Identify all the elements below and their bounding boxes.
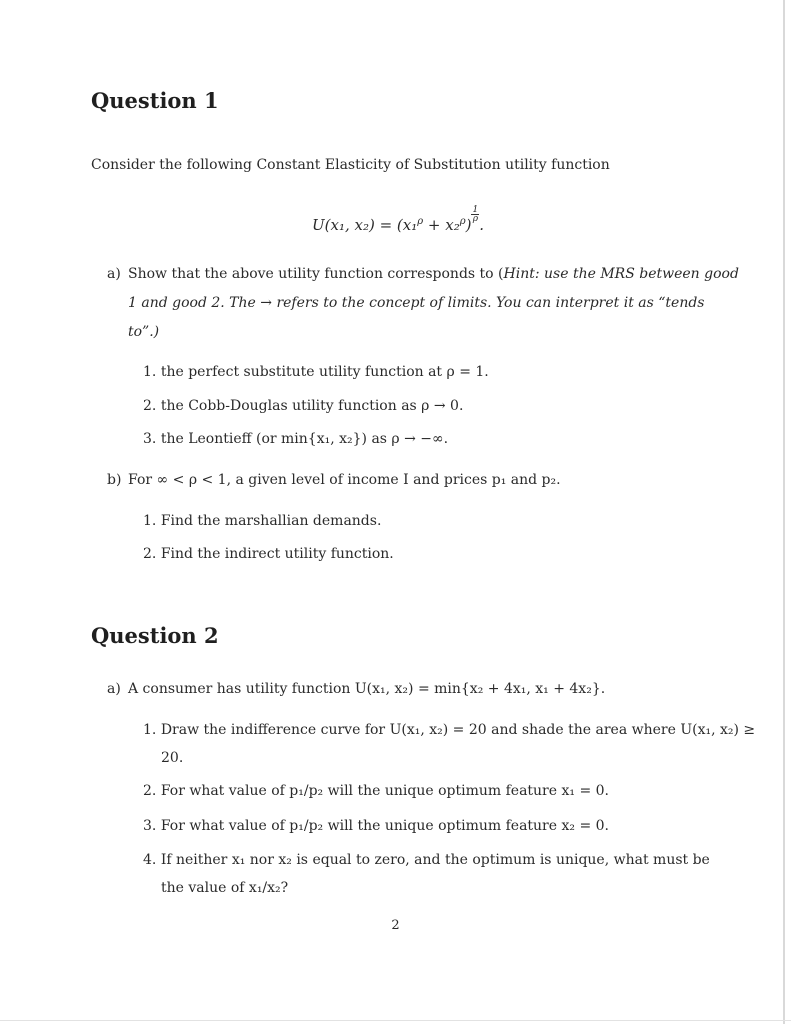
- q1-part-a-label: a): [107, 266, 121, 282]
- item-number: 3.: [143, 431, 157, 447]
- item-text: For what value of p₁/p₂ will the unique optimum feature x₂ = 0.: [160, 818, 609, 834]
- q1-part-b-text: For ∞ < ρ < 1, a given level of income I and prices p₁ and p₂.: [128, 472, 561, 488]
- item-number: 2.: [143, 398, 157, 414]
- formula-end: .: [479, 216, 484, 234]
- question-2-title: Question 2: [91, 623, 219, 648]
- fraction-denominator: ρ: [472, 214, 478, 224]
- item-number: 3.: [143, 818, 157, 834]
- item-text: the Leontieff (or min{x₁, x₂}) as ρ → −∞.: [160, 431, 449, 447]
- q2a-item-1-cont: 20.: [161, 750, 184, 766]
- item-number: 2.: [143, 546, 157, 562]
- item-number: 1.: [143, 364, 157, 380]
- item-text: Find the indirect utility function.: [160, 546, 394, 562]
- item-text: If neither x₁ nor x₂ is equal to zero, and the optimum is unique, what must be: [160, 852, 710, 868]
- q1-part-a-text: Show that the above utility function corresponds to (: [128, 266, 504, 282]
- q1a-item-2: [143, 392, 463, 420]
- q2a-item-1: [143, 716, 755, 744]
- item-text: Find the marshallian demands.: [160, 513, 382, 529]
- q1-part-b-label: b): [107, 472, 122, 488]
- item-text: Draw the indifference curve for U(x₁, x₂) = 20 and shade the area where U(x₁, x₂) ≥: [160, 722, 756, 738]
- fraction-numerator: 1: [472, 205, 479, 215]
- q2a-item-4-cont: the value of x₁/x₂?: [161, 880, 289, 896]
- item-number: 4.: [143, 852, 157, 868]
- ces-utility-formula: [312, 206, 484, 234]
- page-bottom-edge: [0, 1020, 791, 1021]
- q2-part-a-text: A consumer has utility function U(x₁, x₂) = min{x₂ + 4x₁, x₁ + 4x₂}.: [128, 681, 606, 697]
- q1a-item-3: [143, 425, 448, 453]
- page-edge: [783, 0, 785, 1024]
- q2-part-a-label: a): [107, 681, 121, 697]
- q1-part-a-hint-2: 1 and good 2. The → refers to the concept of limits. You can interpret it as “tends: [128, 295, 705, 311]
- item-number: 1.: [143, 722, 157, 738]
- question-1-intro: Consider the following Constant Elasticity of Substitution utility function: [91, 157, 610, 173]
- item-number: 1.: [143, 513, 157, 529]
- page-number: 2: [391, 918, 400, 933]
- q1-part-a-line1: [128, 260, 739, 288]
- q2a-item-4: [143, 846, 710, 874]
- q1-part-a-hint-1: Hint: use the MRS between good: [503, 266, 739, 282]
- q1b-item-1: [143, 507, 381, 535]
- formula-exponent-1: ρ: [417, 216, 424, 227]
- formula-rhs: ): [465, 216, 472, 234]
- q2a-item-2: [143, 777, 609, 805]
- q2a-item-3: [143, 812, 609, 840]
- q1b-item-2: [143, 540, 394, 568]
- item-text: For what value of p₁/p₂ will the unique optimum feature x₁ = 0.: [160, 783, 609, 799]
- item-text: the perfect substitute utility function at ρ = 1.: [160, 364, 489, 380]
- q1-part-a-hint-3: to”.): [128, 324, 160, 340]
- q1a-item-1: [143, 358, 489, 386]
- formula-mid: + x₂: [423, 216, 460, 234]
- formula-exponent-2: ρ: [459, 216, 466, 227]
- item-number: 2.: [143, 783, 157, 799]
- formula-lhs: U(x₁, x₂) = (x₁: [312, 216, 418, 234]
- question-1-title: Question 1: [91, 88, 219, 113]
- item-text: the Cobb-Douglas utility function as ρ → 0.: [160, 398, 464, 414]
